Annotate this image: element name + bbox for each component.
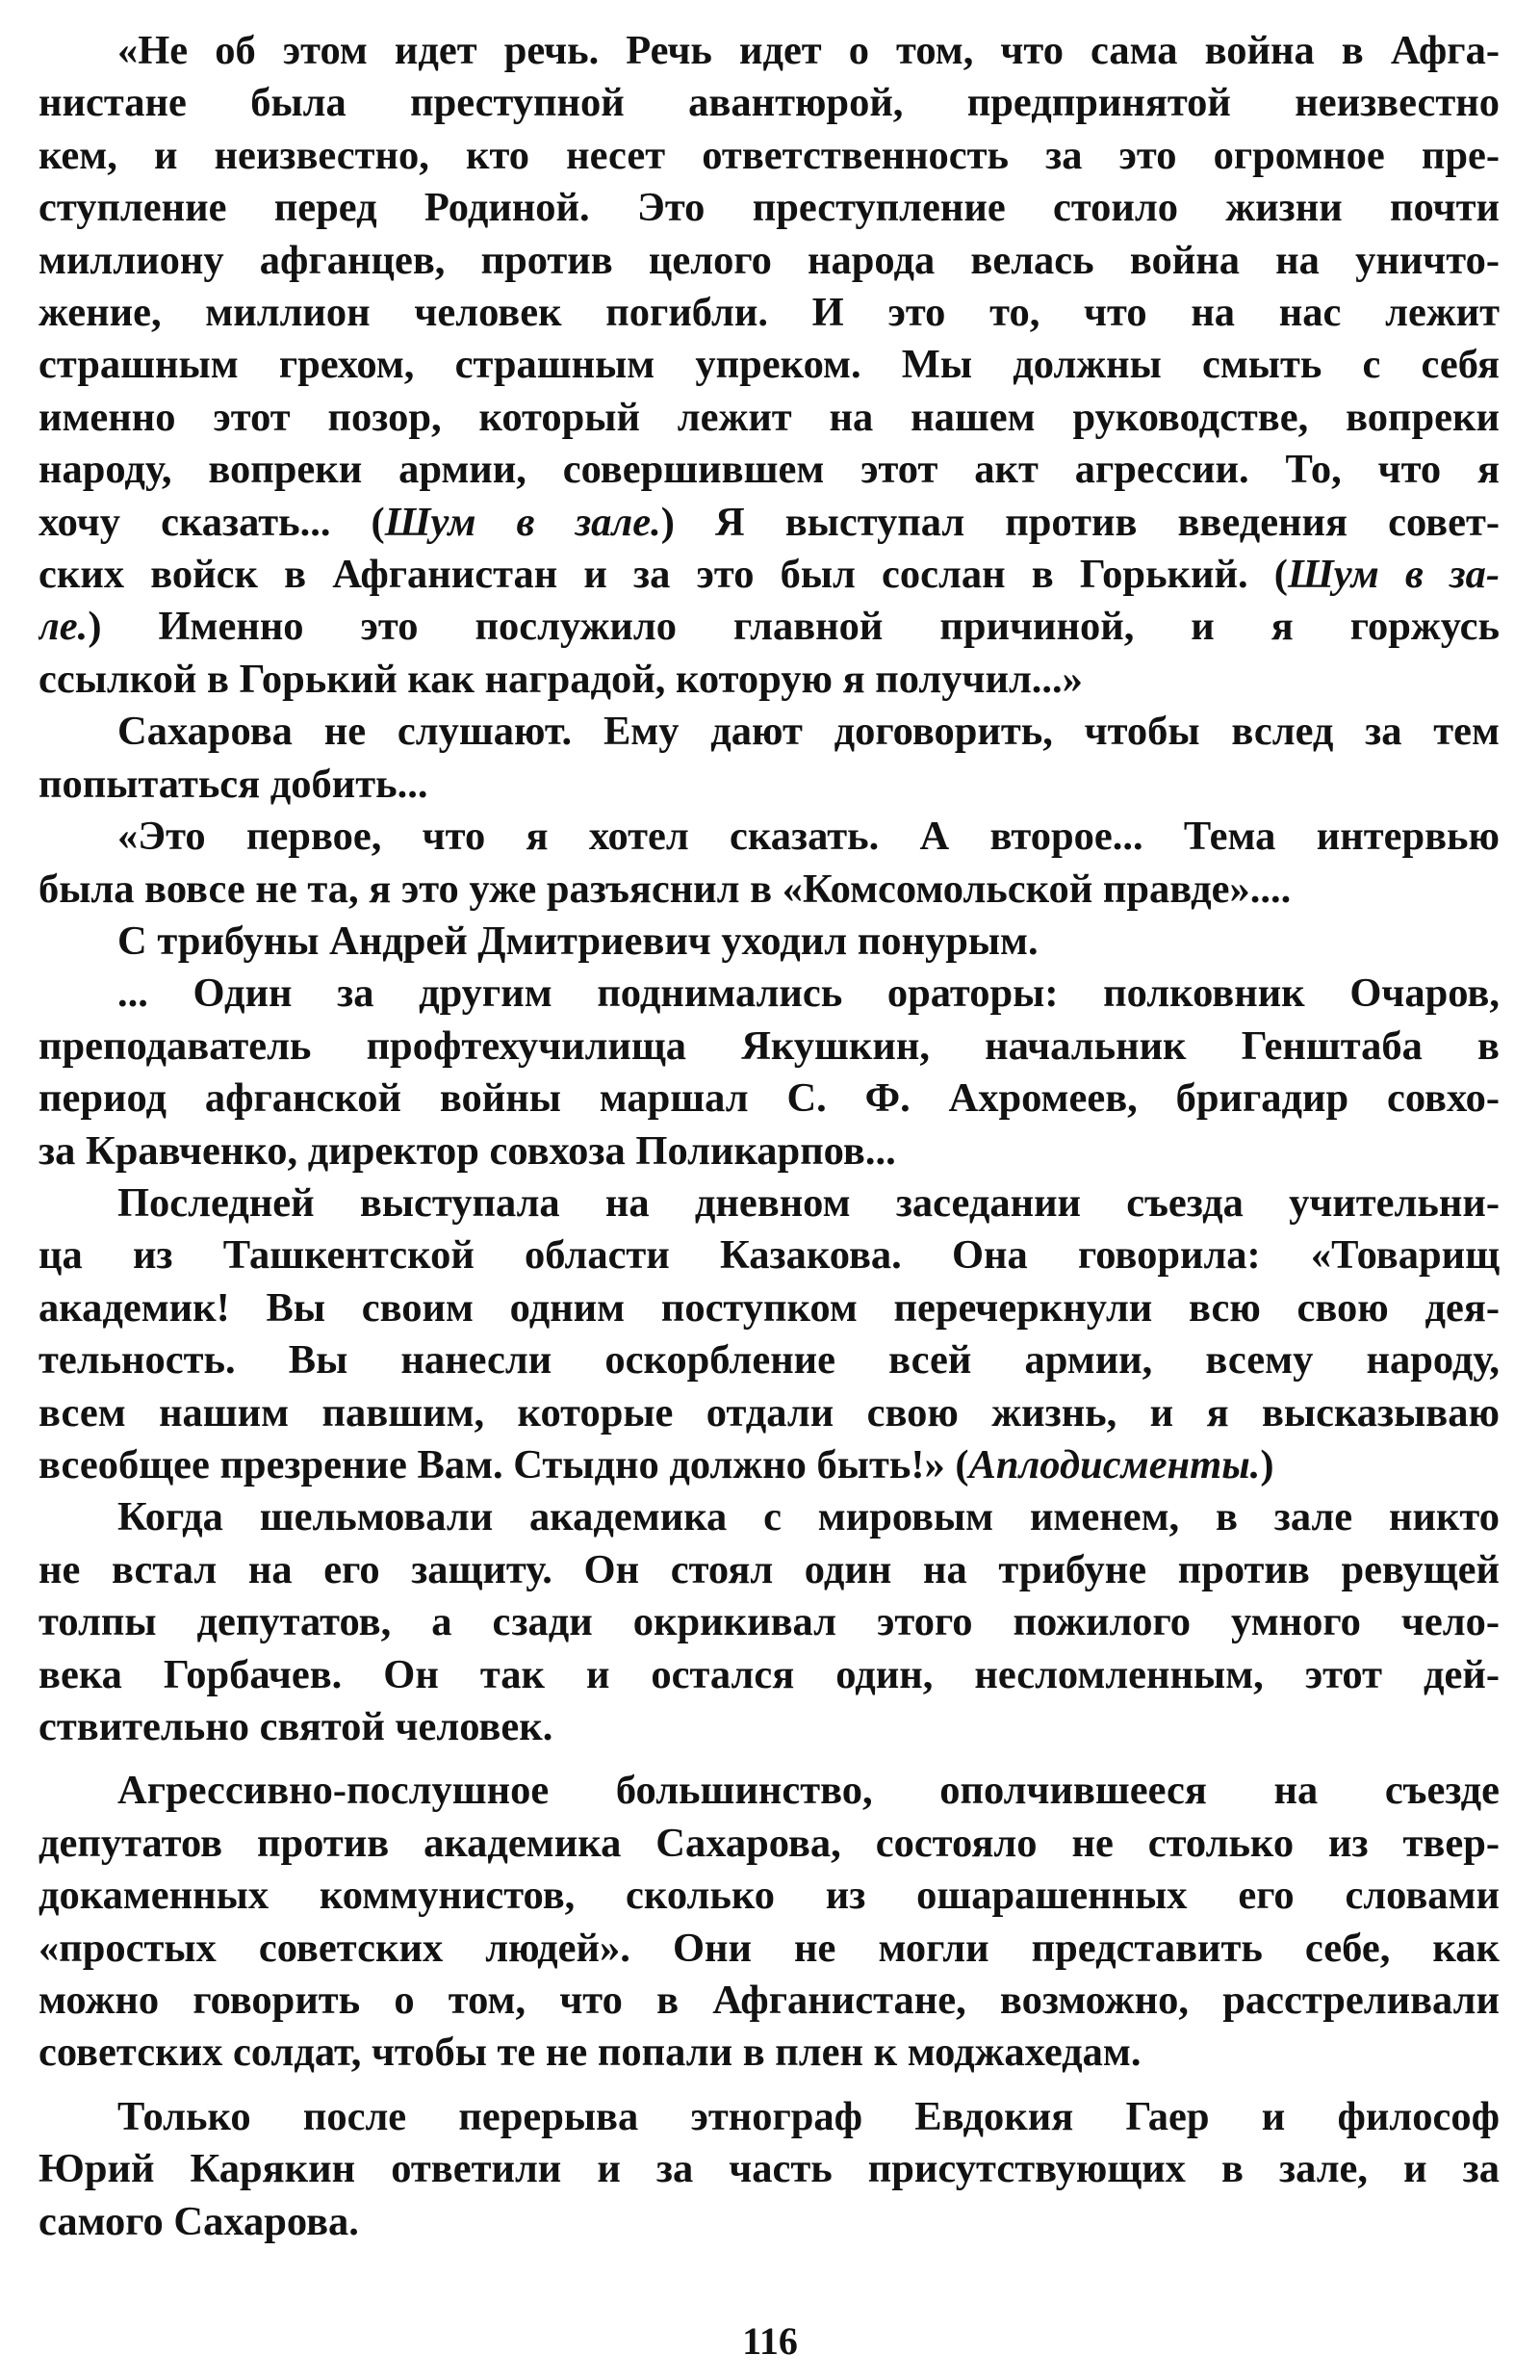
text-segment: всеобщее презрение Вам. Стыдно должно быть!» (	[38, 1441, 969, 1488]
italic-remark: Шум в за-	[1287, 552, 1500, 598]
text-line: академик! Вы своим одним поступком перечеркнули всю свою дея-	[38, 1284, 1500, 1331]
text-line: ... Один за другим поднимались ораторы: полковник Очаров,	[117, 970, 1500, 1017]
text-line: кем, и неизвестно, кто несет ответственность за это огромное пре-	[38, 132, 1500, 178]
text-line: всем нашим павшим, которые отдали свою жизнь, и я высказываю	[38, 1389, 1500, 1436]
text-segment: ских войск в Афганистан и за это был сослан в Горький. (	[38, 552, 1288, 598]
text-line	[38, 497, 1500, 549]
text-line: Сахарова не слушают. Ему дают договорить, чтобы вслед за тем	[117, 709, 1500, 755]
text-line: депутатов против академика Сахарова, состояло не столько из твер-	[38, 1820, 1500, 1866]
text-line: Юрий Карякин ответили и за часть присутствующих в зале, и за	[38, 2146, 1500, 2192]
page-number: 116	[742, 2319, 798, 2363]
text-line	[38, 1439, 1500, 1491]
paragraph	[38, 2091, 1500, 2248]
text-line: не встал на его защиту. Он стоял один на трибуне против ревущей	[38, 1546, 1500, 1592]
text-line: советских солдат, чтобы те не попали в плен к моджахедам.	[38, 2030, 1142, 2076]
paragraph	[38, 1491, 1500, 1753]
paragraph	[38, 706, 1500, 811]
text-segment: )	[1260, 1441, 1274, 1488]
paragraph	[38, 1765, 1500, 2079]
text-line	[38, 549, 1500, 601]
paragraph	[38, 1177, 1500, 1491]
text-line: «Это первое, что я хотел сказать. А второе... Тема интервью	[117, 814, 1500, 860]
text-segment: хочу сказать... (	[38, 499, 385, 545]
text-line	[38, 601, 1500, 653]
text-line: попытаться добить...	[38, 761, 428, 807]
text-line: нистане была преступной авантюрой, предпринятой неизвестно	[38, 80, 1500, 126]
text-line: Последней выступала на дневном заседании съезда учительни-	[117, 1179, 1500, 1226]
text-segment: ) Я выступал против введения совет-	[660, 499, 1500, 545]
text-line: «Не об этом идет речь. Речь идет о том, что сама война в Афга-	[117, 28, 1500, 73]
text-line: народу, вопреки армии, совершившем этот акт агрессии. То, что я	[38, 447, 1500, 493]
text-line: докаменных коммунистов, сколько из ошарашенных его словами	[38, 1873, 1500, 1919]
text-line: ссылкой в Горький как наградой, которую я получил...»	[38, 656, 1083, 702]
text-line: ца из Ташкентской области Казакова. Она говорила: «Товарищ	[38, 1232, 1500, 1279]
paragraph	[38, 25, 1500, 706]
text-line: С трибуны Андрей Дмитриевич уходил понурым.	[117, 918, 1039, 964]
italic-remark: Аплодисменты.	[968, 1441, 1261, 1488]
text-line: можно говорить о том, что в Афганистане, возможно, расстреливали	[38, 1978, 1500, 2024]
text-line: была вовсе не та, я это уже разъяснил в «Комсомольской правде»....	[38, 866, 1292, 912]
text-line: тельность. Вы нанесли оскорбление всей армии, всему народу,	[38, 1337, 1500, 1384]
text-line: жение, миллион человек погибли. И это то, что на нас лежит	[38, 290, 1500, 336]
text-line: Когда шельмовали академика с мировым именем, в зале никто	[117, 1494, 1500, 1540]
text-line: Только после перерыва этнограф Евдокия Гаер и философ	[117, 2093, 1500, 2139]
text-line: ступление перед Родиной. Это преступление стоило жизни почти	[38, 185, 1500, 231]
document-page	[38, 25, 1500, 2248]
italic-remark: Шум в зале.	[384, 499, 661, 545]
text-line: Агрессивно-послушное большинство, ополчившееся на съезде	[117, 1768, 1500, 1814]
text-line: страшным грехом, страшным упреком. Мы должны смыть с себя	[38, 342, 1500, 388]
text-line: миллиону афганцев, против целого народа велась война на уничто-	[38, 237, 1500, 283]
text-segment: ) Именно это послужило главной причиной, и я горжусь	[88, 604, 1500, 650]
text-line: толпы депутатов, а сзади окрикивал этого пожилого умного чело-	[38, 1599, 1500, 1645]
text-line: преподаватель профтехучилища Якушкин, начальник Генштаба в	[38, 1022, 1500, 1069]
text-line: именно этот позор, который лежит на нашем руководстве, вопреки	[38, 394, 1500, 440]
text-line: за Кравченко, директор совхоза Поликарпов...	[38, 1127, 896, 1174]
text-line: самого Сахарова.	[38, 2198, 359, 2244]
paragraph	[38, 811, 1500, 916]
paragraph	[38, 968, 1500, 1177]
paragraph	[38, 916, 1500, 968]
italic-remark: ле.	[38, 604, 89, 650]
text-line: «простых советских людей». Они не могли представить себе, как	[38, 1925, 1500, 1971]
text-line: века Горбачев. Он так и остался один, несломленным, этот дей-	[38, 1651, 1500, 1697]
text-line: период афганской войны маршал С. Ф. Ахромеев, бригадир совхо-	[38, 1075, 1500, 1122]
text-line: ствительно святой человек.	[38, 1704, 553, 1749]
